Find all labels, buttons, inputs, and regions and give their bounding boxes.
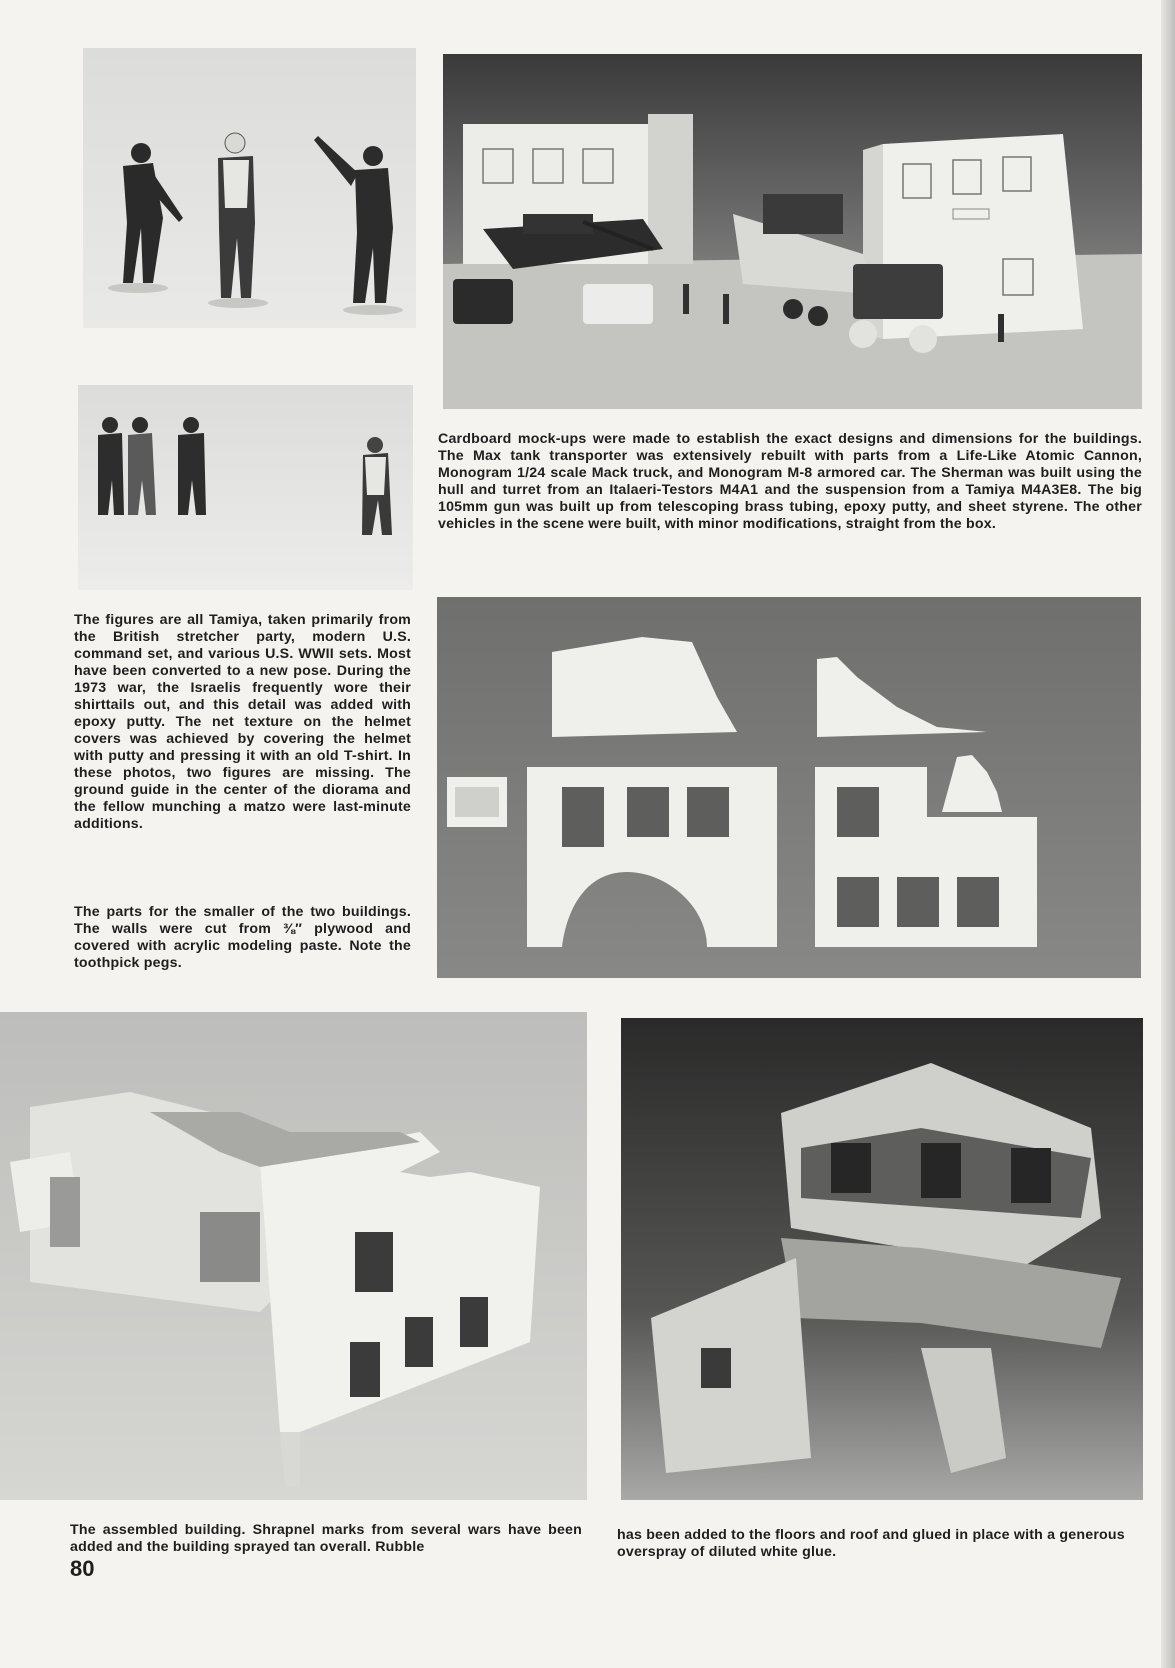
- photo-building-parts: [437, 597, 1141, 978]
- photo-cardboard-mockups-diorama: [443, 54, 1142, 409]
- caption-assembled-building-left: The assembled building. Shrapnel marks from several wars have been added and the building sprayed tan overall. Rubble: [70, 1522, 582, 1555]
- caption-cardboard-mockups: Cardboard mock-ups were made to establish the exact designs and dimensions for the buildings. The Max tank transporter was extensively rebuilt with parts from a Life-Like Atomic Cannon, Monogram 1/24 scale Mack truck, and Monogram M-8 armored car. The Sherman was built using the hull and turret from an Italaeri-Testors M4A1 and the suspension from a Tamiya M4A3E8. The big 105mm gun was built up from telescoping brass tubing, epoxy putty, and sheet styrene. The other vehicles in the scene were built, with minor modifications, straight from the box.: [438, 431, 1142, 532]
- caption-assembled-building-right: has been added to the floors and roof and glued in place with a generous overspray of diluted white glue.: [617, 1527, 1125, 1560]
- page-number: 80: [70, 1556, 95, 1581]
- caption-figures: The figures are all Tamiya, taken primarily from the British stretcher party, modern U.S. command set, and various U.S. WWII sets. Most have been converted to a new pose. During the 1973 war, the Israelis frequently wore their shirttails out, and this detail was added with epoxy putty. The net texture on the helmet covers was achieved by covering the helmet with putty and pressing it with an old T-shirt. In these photos, two figures are missing. The ground guide in the center of the diorama and the fellow munching a matzo were last-minute additions.: [74, 612, 411, 832]
- page-edge-shadow: [1161, 0, 1175, 1668]
- photo-figures-group-four: [78, 385, 413, 590]
- photo-assembled-building: [0, 1012, 587, 1500]
- photo-finished-building-rubble: [621, 1018, 1143, 1500]
- photo-figures-group-three: [83, 48, 416, 328]
- caption-building-parts: The parts for the smaller of the two buildings. The walls were cut from ⅜″ plywood and covered with acrylic modeling paste. Note the toothpick pegs.: [74, 904, 411, 971]
